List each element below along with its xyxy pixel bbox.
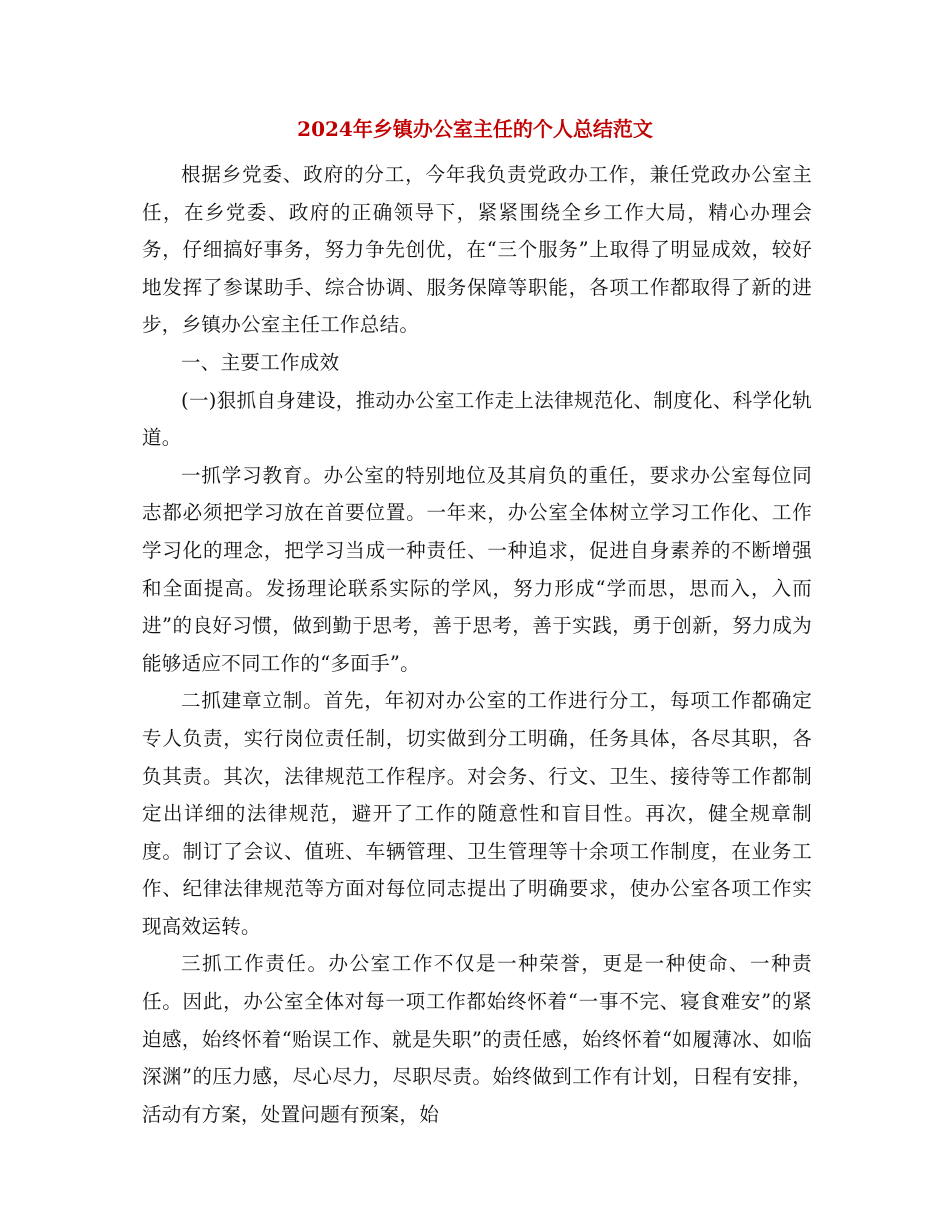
paragraph-work-responsibility: 三抓工作责任。办公室工作不仅是一种荣誉，更是一种使命、一种责任。因此，办公室全体对每一项工作都始终怀着“一事不完、寝食难安”的紧迫感，始终怀着“贻误工作、就是失职”的责任感，始终怀着“如履薄冰、如临深渊”的压力感，尽心尽力，尽职尽责。始终做到工作有计划，日程有安排，活动有方案，处置问题有预案，始 bbox=[142, 952, 812, 1126]
document-title: 2024年乡镇办公室主任的个人总结范文 bbox=[297, 117, 653, 141]
paragraph-rules-regulations: 二抓建章立制。首先，年初对办公室的工作进行分工，每项工作都确定专人负责，实行岗位责任制，切实做到分工明确，任务具体，各尽其职，各负其责。其次，法律规范工作程序。对会务、行文、卫生、接待等工作都制定出详细的法律规范，避开了工作的随意性和盲目性。再次，健全规章制度。制订了会议、值班、车辆管理、卫生管理等十余项工作制度，在业务工作、纪律法律规范等方面对每位同志提出了明确要求，使办公室各项工作实现高效运转。 bbox=[142, 689, 812, 938]
document-body bbox=[142, 156, 812, 1133]
paragraph-intro: 根据乡党委、政府的分工，今年我负责党政办工作，兼任党政办公室主任，在乡党委、政府的正确领导下，紧紧围绕全乡工作大局，精心办理会务，仔细搞好事务，努力争先创优，在“三个服务”上取得了明显成效，较好地发挥了参谋助手、综合协调、服务保障等职能，各项工作都取得了新的进步，乡镇办公室主任工作总结。 bbox=[142, 163, 812, 337]
subsection-heading-self-building: (一)狠抓自身建设，推动办公室工作走上法律规范化、制度化、科学化轨道。 bbox=[142, 388, 812, 450]
paragraph-study-education: 一抓学习教育。办公室的特别地位及其肩负的重任，要求办公室每位同志都必须把学习放在首要位置。一年来，办公室全体树立学习工作化、工作学习化的理念，把学习当成一种责任、一种追求，促进自身素养的不断增强和全面提高。发扬理论联系实际的学风，努力形成“学而思，思而入，入而进”的良好习惯，做到勤于思考，善于思考，善于实践，勇于创新，努力成为能够适应不同工作的“多面手”。 bbox=[142, 463, 812, 675]
section-heading-main-achievements: 一、主要工作成效 bbox=[181, 350, 340, 374]
